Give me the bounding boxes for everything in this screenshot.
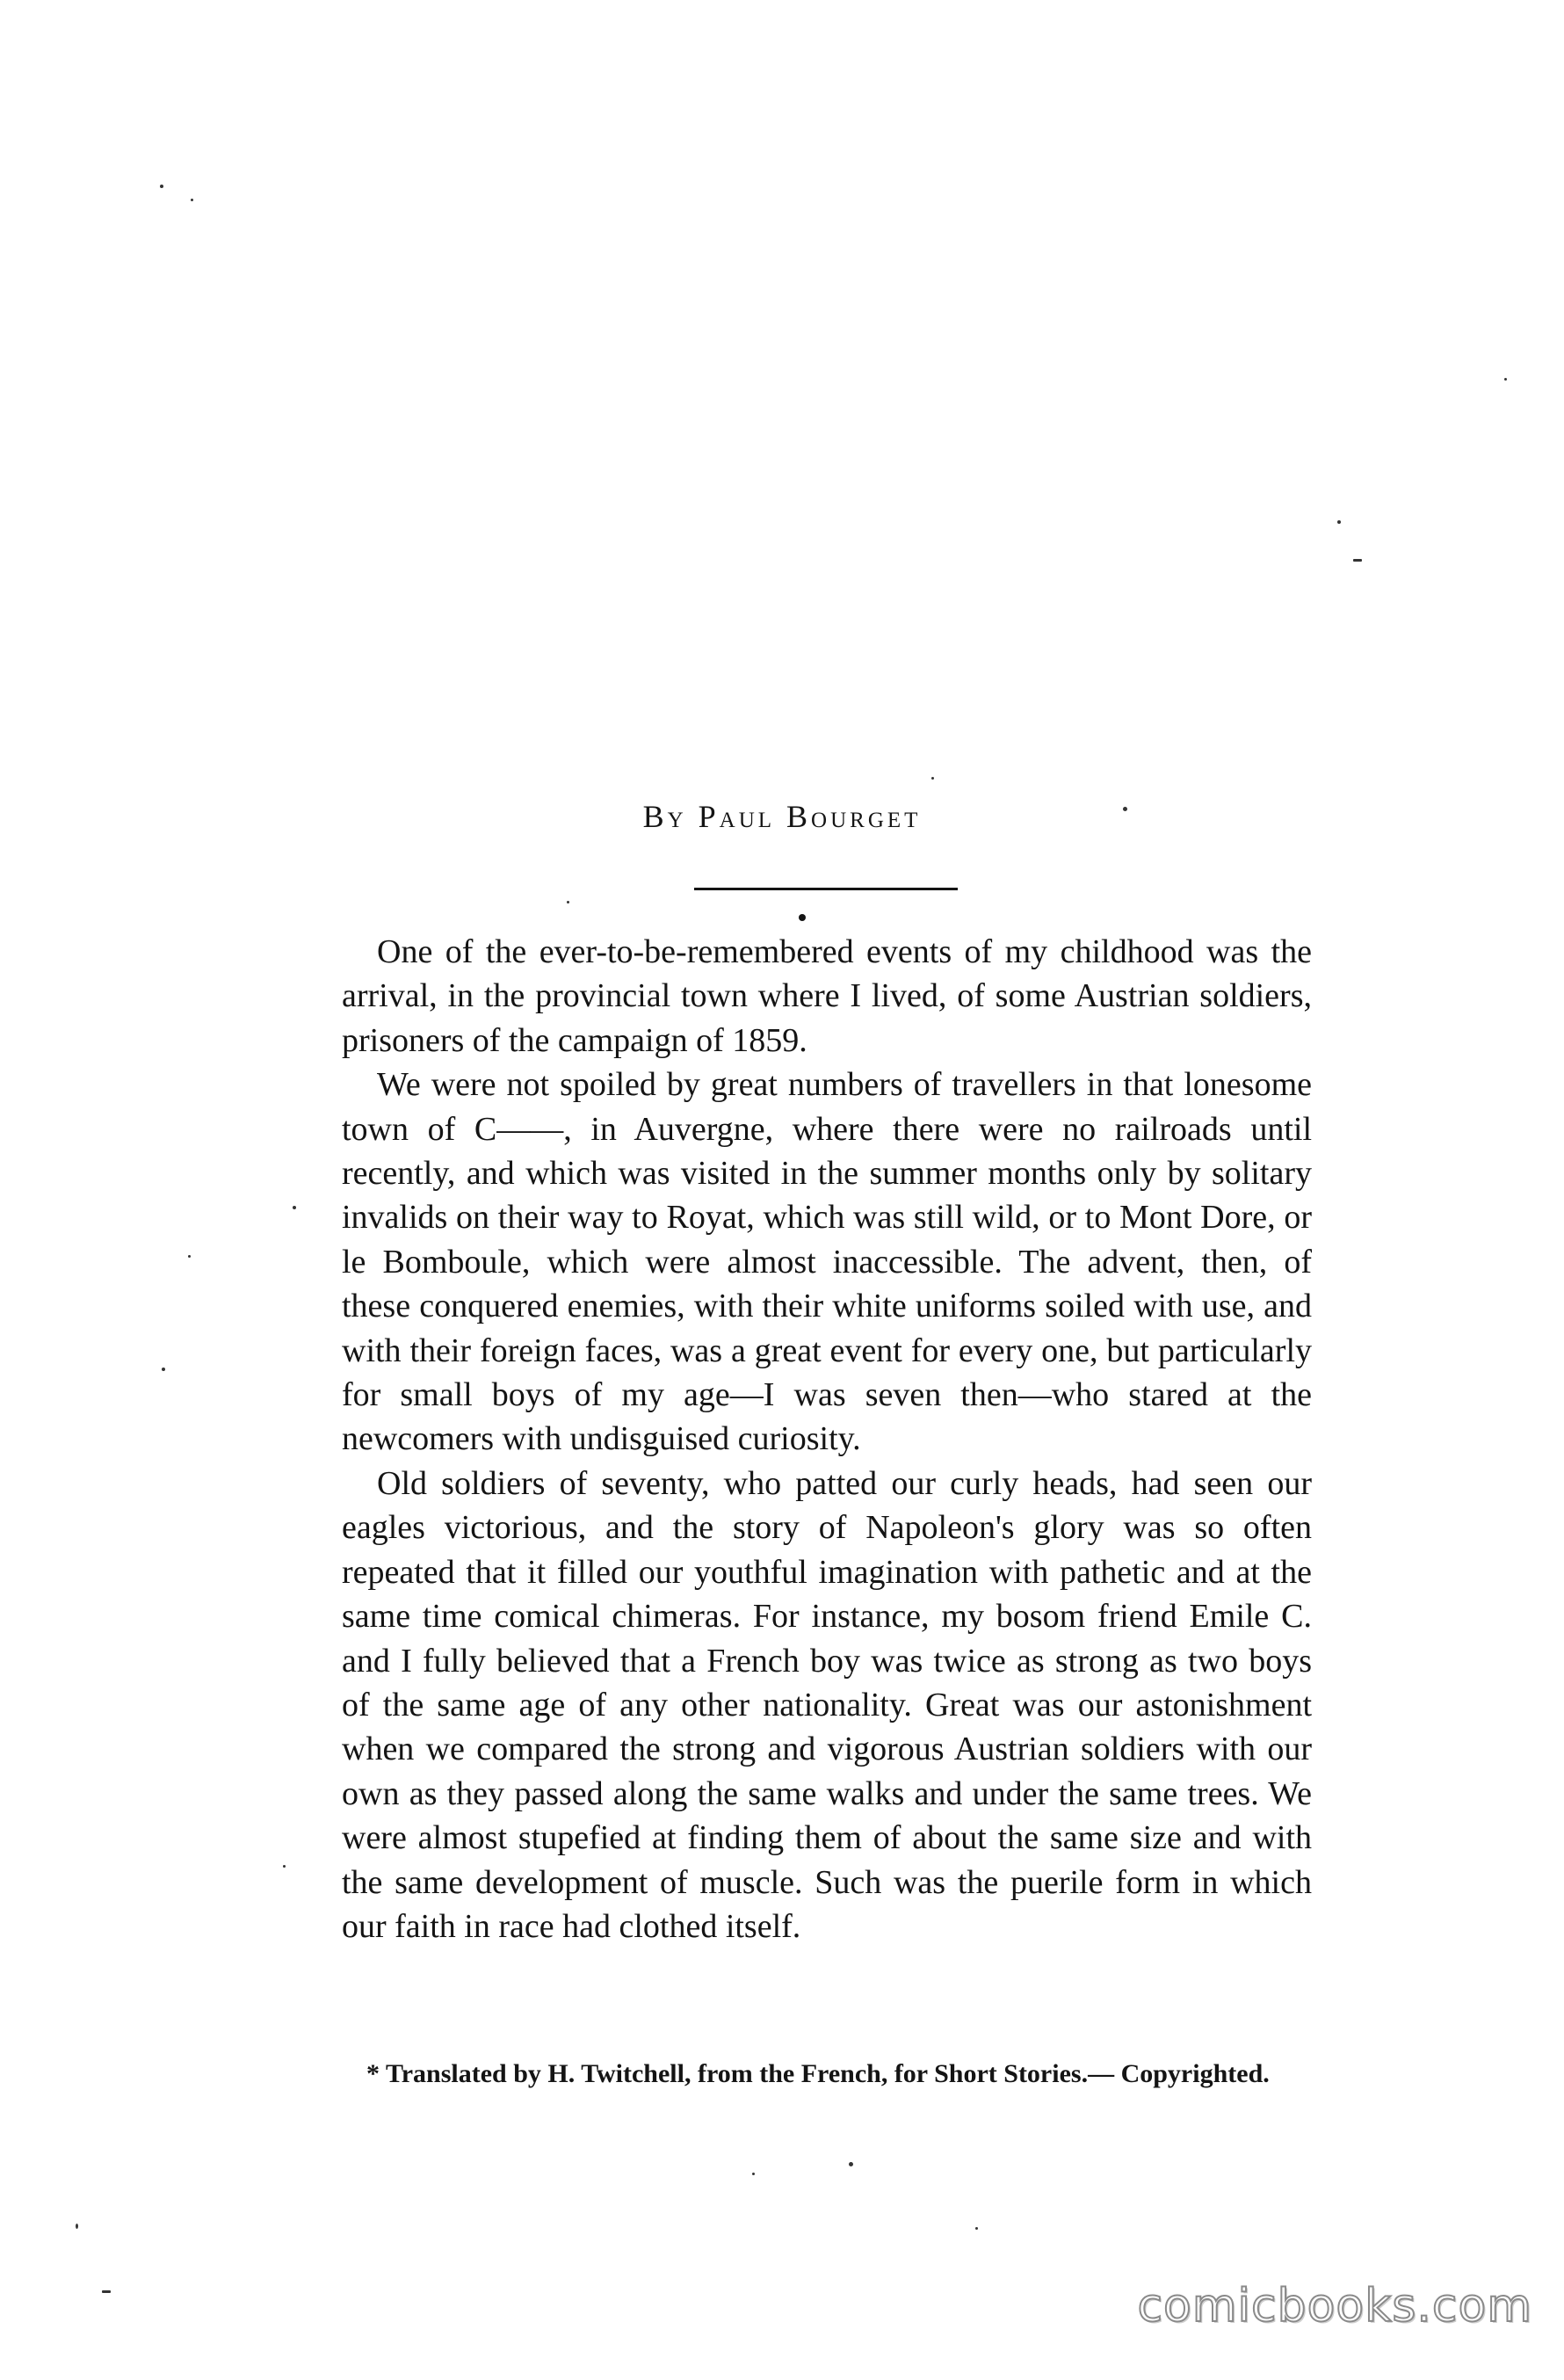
footnote: * Translated by H. Twitchell, from the French, for Short Stories.— Copyrighted. — [366, 2059, 1270, 2088]
scan-speck — [849, 2162, 853, 2166]
scan-speck — [567, 901, 569, 903]
scan-speck — [975, 2227, 978, 2230]
scan-speck — [931, 777, 934, 780]
scan-speck — [1123, 807, 1127, 811]
scan-speck — [1353, 559, 1362, 562]
title-rule — [694, 888, 958, 890]
site-watermark: comicbooks.com — [1137, 2280, 1532, 2333]
scan-speck — [1337, 520, 1341, 524]
scan-speck — [293, 1206, 296, 1209]
byline: By Paul Bourget — [642, 799, 922, 834]
rule-ornament — [799, 914, 806, 921]
scan-speck — [162, 1368, 165, 1371]
scan-speck — [283, 1865, 286, 1868]
scan-speck — [191, 199, 193, 201]
paragraph-1: One of the ever-to-be-remembered events of my childhood was the arrival, in the provincial town where I lived, of some Austrian soldiers, prisoners of the campaign of 1859. — [342, 933, 1312, 1059]
paragraph-2: We were not spoiled by great numbers of travellers in that lonesome town of C——, in Auvergne, where there were no railroads until recently, and which was visited in the summer months only by solitary invalids on their way to Royat, which was still wild, or to Mont Dore, or le Bomboule, which were almost inaccessible. The advent, then, of these conquered enemies, with their white uniforms soiled with use, and with their foreign faces, was a great event for every one, but particularly for small boys of my age—I was seven then—who stared at the newcomers with undisguised curiosity. — [342, 1066, 1312, 1458]
scan-speck — [102, 2290, 111, 2293]
scan-speck — [76, 2224, 78, 2229]
scan-speck — [752, 2173, 755, 2175]
paragraph-3: Old soldiers of seventy, who patted our curly heads, had seen our eagles victorious, and the story of Napoleon's glory was so often repeated that it filled our youthful imagination with pathetic and at the same time comical chimeras. For instance, my bosom friend Emile C. and I fully believed that a French boy was twice as strong as two boys of the same age of any other nationality. Great was our astonishment when we compared the strong and vigorous Austrian soldiers with our own as they passed along the same walks and under the same trees. We were almost stupefied at finding them of about the same size and with the same development of muscle. Such was the puerile form in which our faith in race had clothed itself. — [342, 1464, 1312, 1945]
scan-speck — [188, 1255, 191, 1258]
story-text — [342, 930, 1312, 1948]
scan-speck — [1504, 378, 1507, 381]
scan-speck — [160, 185, 163, 188]
